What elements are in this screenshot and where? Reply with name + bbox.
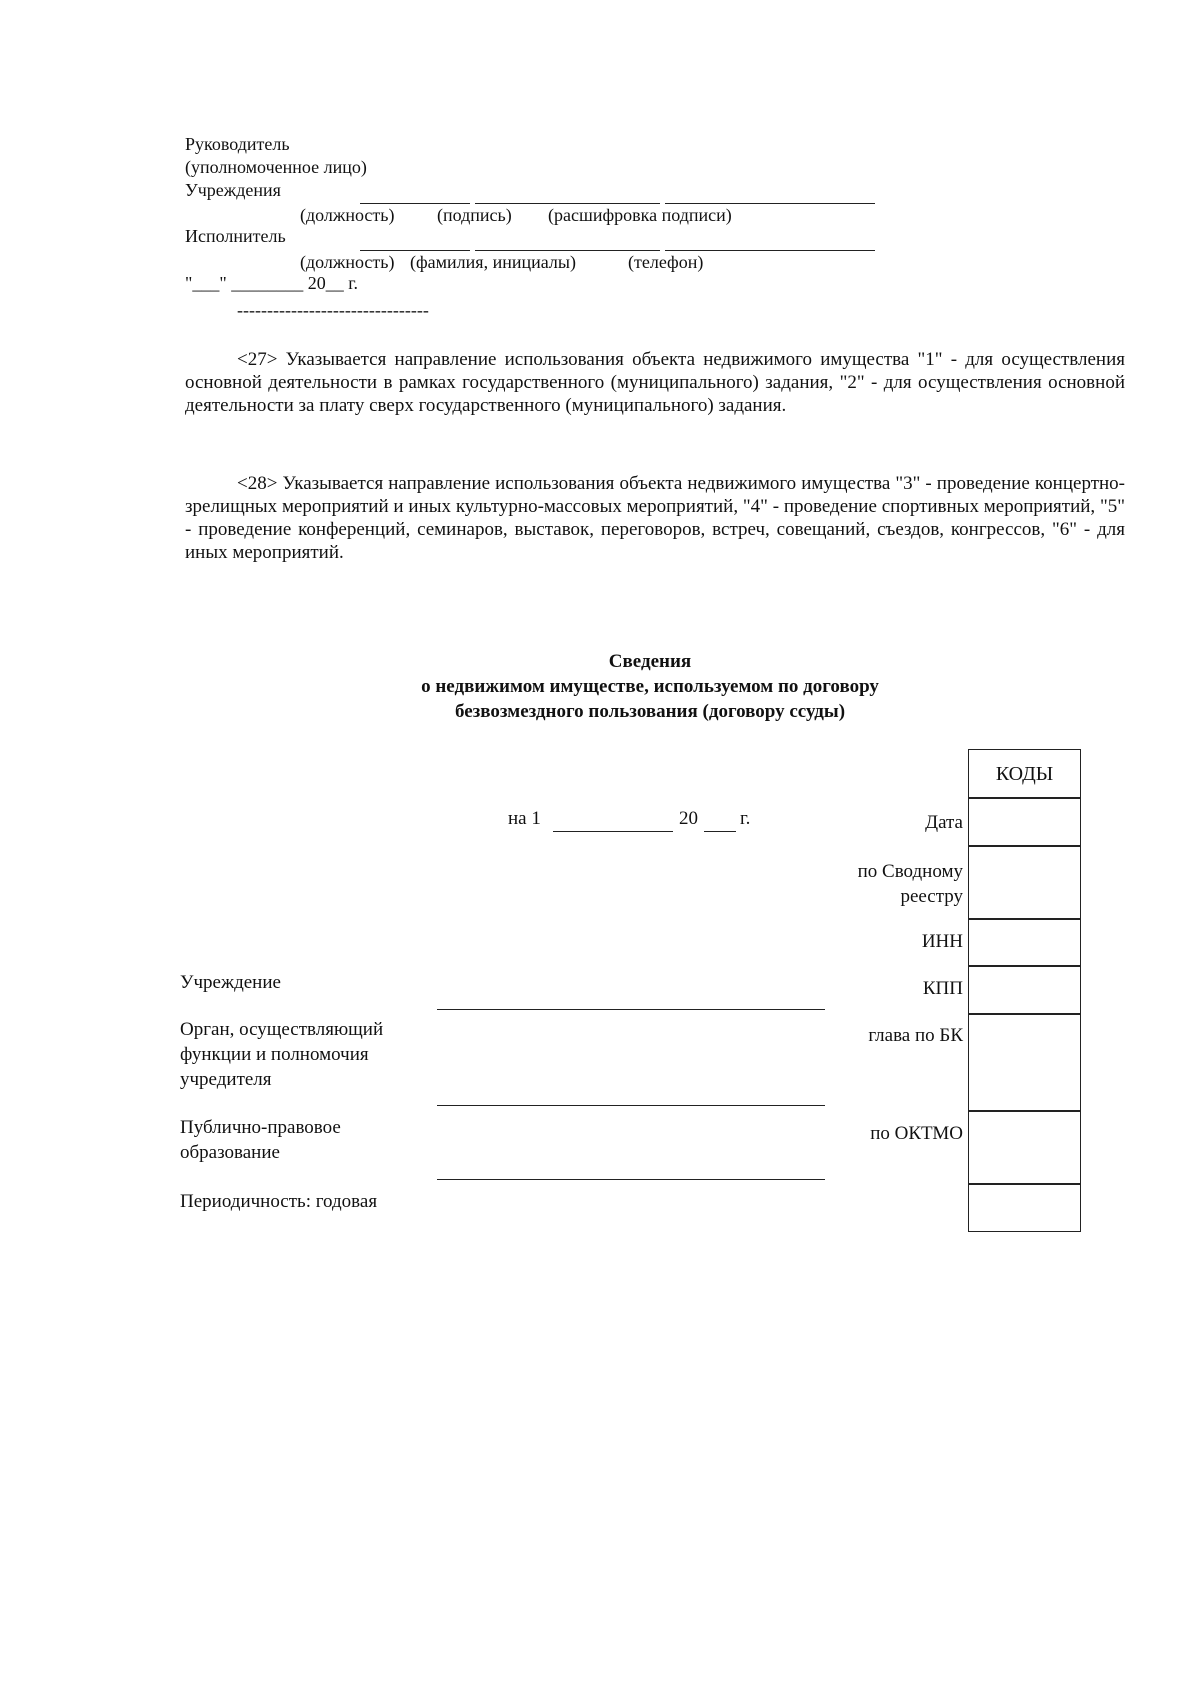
label-bk: глава по БК [868,1025,963,1046]
footnote-separator: -------------------------------- [237,300,429,320]
report-date-prefix: на 1 [508,808,541,829]
report-title: Сведения [608,651,692,672]
label-date: Дата [925,812,963,833]
field-public-label-2: образование [180,1142,280,1163]
code-bk-cell[interactable] [968,1013,1081,1112]
signature-date: "___" ________ 20__ г. [185,273,359,293]
head-label-authorized: (уполномоченное лицо) [185,157,367,177]
field-institution-line[interactable] [437,1009,825,1010]
code-oktmo-cell[interactable] [968,1110,1081,1185]
codes-header: КОДЫ [968,749,1081,799]
report-subtitle-1: о недвижимом имуществе, используемом по договору [421,676,879,697]
field-founder-line[interactable] [437,1105,825,1106]
label-registry-1: по Сводному [857,861,963,882]
executor-label: Исполнитель [185,226,286,246]
field-institution-label: Учреждение [180,972,281,993]
code-registry-cell[interactable] [968,845,1081,920]
report-date-suffix: г. [740,808,751,829]
report-date-month-line[interactable] [553,831,673,832]
caption-executor-phone: (телефон) [628,252,704,272]
footnote-27: <27> Указывается направление использования объекта недвижимого имущества "1" - для осуществления основной деятельности в рамках государственного (муниципального) задания, "2" - для осуществления основной деятельности за плату сверх государственного (муниципального) задания. [185,349,1125,416]
report-subtitle-2: безвозмездного пользования (договору ссуды) [454,701,846,722]
label-registry-2: реестру [900,886,963,907]
code-periodicity-cell[interactable] [968,1183,1081,1232]
caption-position: (должность) [300,205,395,225]
caption-signature: (подпись) [437,205,512,225]
caption-signature-decode: (расшифровка подписи) [548,205,732,225]
code-date-cell[interactable] [968,797,1081,847]
label-inn: ИНН [921,931,963,952]
field-public-line[interactable] [437,1179,825,1180]
footnote-28: <28> Указывается направление использования объекта недвижимого имущества "3" - проведение концертно-зрелищных мероприятий и иных культурно-массовых мероприятий, "4" - проведение спортивных мероприятий, "5" - проведение конференций, семинаров, выставок, переговоров, встреч, совещаний, съездов, конгрессов, "6" - для иных мероприятий. [185,473,1125,563]
field-founder-label-3: учредителя [180,1069,272,1090]
label-oktmo: по ОКТМО [870,1123,963,1144]
caption-executor-position: (должность) [300,252,395,272]
field-periodicity: Периодичность: годовая [180,1191,378,1212]
field-founder-label-2: функции и полномочия [180,1044,369,1065]
field-founder-label-1: Орган, осуществляющий [180,1019,384,1040]
report-date-year-line[interactable] [704,831,736,832]
code-inn-cell[interactable] [968,918,1081,967]
caption-executor-name: (фамилия, инициалы) [410,252,576,272]
code-kpp-cell[interactable] [968,965,1081,1015]
head-label: Руководитель [185,134,290,154]
head-label-institution: Учреждения [185,180,281,200]
report-date-year: 20 [679,808,698,829]
label-kpp: КПП [922,978,963,999]
field-public-label-1: Публично-правовое [180,1117,341,1138]
